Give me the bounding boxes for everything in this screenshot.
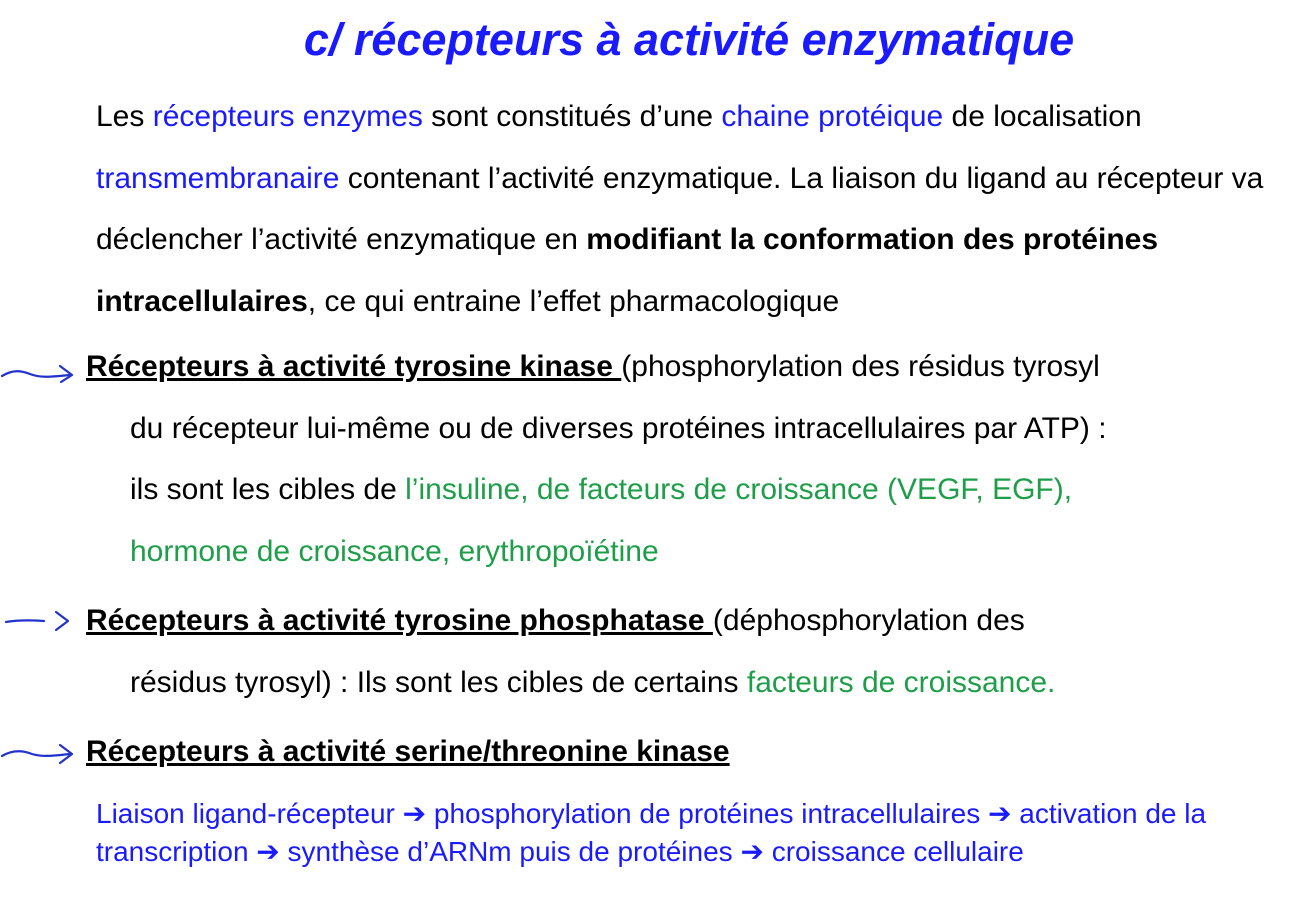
cascade-step-4: synthèse d’ARNm puis de protéines xyxy=(287,836,733,867)
term-modifiant-conformation: modifiant la conformation des protéines intracellulaires xyxy=(96,223,1159,318)
section-tyrosine-kinase: Récepteurs à activité tyrosine kinase (phosphorylation des résidus tyrosyl du récepteur lui-même ou de diverses protéines intracellulaires par ATP) : ils sont les cibles de l’insuline, de facteurs de croissance (VEGF, EGF), hormone de croissance, erythropoïétine xyxy=(86,350,1107,568)
signaling-cascade xyxy=(96,795,1286,871)
cascade-step-2: phosphorylation de protéines intracellulaires xyxy=(433,798,981,829)
cascade-step-5: croissance cellulaire xyxy=(771,836,1024,867)
arrow-right-icon: ➔ xyxy=(988,798,1012,829)
targets-tyrosine-kinase: l’insuline, de facteurs de croissance (VEGF, EGF), xyxy=(405,473,1073,506)
slide-title: c/ récepteurs à activité enzymatique xyxy=(303,14,1075,65)
cascade-step-1: Liaison ligand-récepteur xyxy=(96,798,395,829)
cascade-step-3: activation de la transcription xyxy=(96,798,1207,867)
arrow-right-icon: ➔ xyxy=(402,798,427,829)
targets-tyrosine-phosphatase: facteurs de croissance. xyxy=(746,665,1056,699)
term-recepteurs-enzymes: récepteurs enzymes xyxy=(152,100,423,133)
term-chaine-proteique: chaine protéique xyxy=(721,100,944,133)
term-transmembranaire: transmembranaire xyxy=(96,161,340,195)
arrow-right-icon: ➔ xyxy=(256,836,280,867)
hand-drawn-arrow-icon xyxy=(0,358,80,388)
section-serine-threonine-kinase xyxy=(86,721,1286,783)
hand-drawn-arrow-icon xyxy=(0,738,80,768)
section-tyrosine-phosphatase: Récepteurs à activité tyrosine phosphatase (déphosphorylation des résidus tyrosyl) : Ils sont les cibles de certains facteurs de croissance. xyxy=(86,604,1056,699)
hand-drawn-arrow-icon xyxy=(0,606,80,636)
intro-paragraph: Les récepteurs enzymes sont constitués d’une chaine protéique de localisation transmembranaire contenant l’activité enzymatique. La liaison du ligand au récepteur va déclencher l’activité enzymatique en modifiant la conformation des protéines intracellulaires, ce qui entraine l’effet pharmacologique xyxy=(96,100,1264,318)
heading-tyrosine-kinase: Récepteurs à activité tyrosine kinase xyxy=(86,350,622,383)
arrow-right-icon: ➔ xyxy=(740,836,764,867)
heading-tyrosine-phosphatase: Récepteurs à activité tyrosine phosphatase xyxy=(86,604,713,637)
heading-serine-threonine-kinase: Récepteurs à activité serine/threonine kinase xyxy=(86,735,730,768)
